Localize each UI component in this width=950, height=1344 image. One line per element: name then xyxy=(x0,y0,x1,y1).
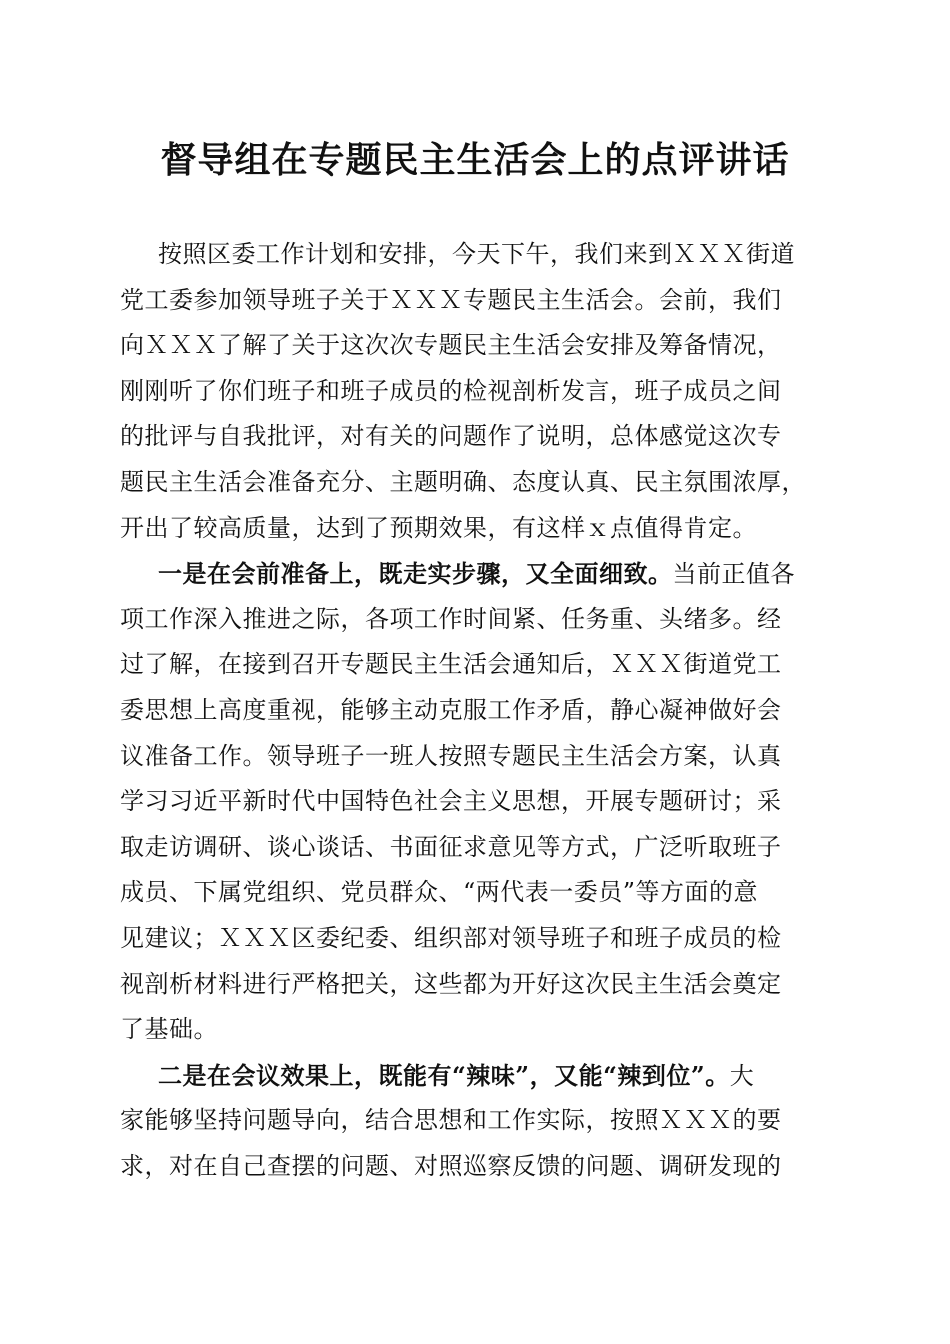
paragraph-line: 了基础。 xyxy=(120,1015,218,1044)
paragraph-line: 项工作深入推进之际，各项工作时间紧、任务重、头绪多。经 xyxy=(120,604,782,633)
paragraph-first-line xyxy=(120,1053,830,1099)
paragraph-line: 题民主生活会准备充分、主题明确、态度认真、民主氛围浓厚， xyxy=(120,467,806,496)
paragraph-line: 议准备工作。领导班子一班人按照专题民主生活会方案，认真 xyxy=(120,741,782,770)
paragraph-line: 党工委参加领导班子关于ＸＸＸ专题民主生活会。会前，我们 xyxy=(120,285,782,314)
paragraph-heading: 二是在会议效果上，既能有“辣味”，又能“辣到位”。 xyxy=(158,1060,730,1090)
paragraph-line: 学习习近平新时代中国特色社会主义思想，开展专题研讨；采 xyxy=(120,787,782,816)
paragraph-line: 见建议；ＸＸＸ区委纪委、组织部对领导班子和班子成员的检 xyxy=(120,923,782,952)
paragraph-text: 大 xyxy=(729,1061,755,1090)
paragraph-line: 求，对在自己查摆的问题、对照巡察反馈的问题、调研发现的 xyxy=(120,1151,782,1180)
paragraph-heading: 一是在会前准备上，既走实步骤，又全面细致。 xyxy=(158,559,673,589)
paragraph-line: 按照区委工作计划和安排，今天下午，我们来到ＸＸＸ街道 xyxy=(158,240,795,268)
paragraph-line: 家能够坚持问题导向，结合思想和工作实际，按照ＸＸＸ的要 xyxy=(120,1106,782,1135)
paragraph-line: 取走访调研、谈心谈话、书面征求意见等方式，广泛听取班子 xyxy=(120,832,782,861)
paragraph-3 xyxy=(120,1053,830,1190)
paragraph-line: 过了解，在接到召开专题民主生活会通知后，ＸＸＸ街道党工 xyxy=(120,650,782,679)
document-title: 督导组在专题民主生活会上的点评讲话 xyxy=(160,139,790,181)
paragraph-line: 向ＸＸＸ了解了关于这次次专题民主生活会安排及筹备情况， xyxy=(120,331,782,360)
paragraph-1 xyxy=(120,232,830,551)
paragraph-line: 视剖析材料进行严格把关，这些都为开好这次民主生活会奠定 xyxy=(120,969,782,998)
paragraph-line: 委思想上高度重视，能够主动克服工作矛盾，静心凝神做好会 xyxy=(120,695,782,724)
paragraph-line: 刚刚听了你们班子和班子成员的检视剖析发言，班子成员之间 xyxy=(120,376,782,405)
document-body xyxy=(120,232,830,1189)
paragraph-line: 开出了较高质量，达到了预期效果，有这样ｘ点值得肯定。 xyxy=(120,513,757,542)
paragraph-2 xyxy=(120,551,830,1053)
paragraph-first-line xyxy=(120,551,830,597)
paragraph-text: 当前正值各 xyxy=(672,560,795,589)
paragraph-line: 的批评与自我批评，对有关的问题作了说明，总体感觉这次专 xyxy=(120,422,782,451)
paragraph-line: 成员、下属党组织、党员群众、“两代表一委员”等方面的意 xyxy=(120,878,759,907)
